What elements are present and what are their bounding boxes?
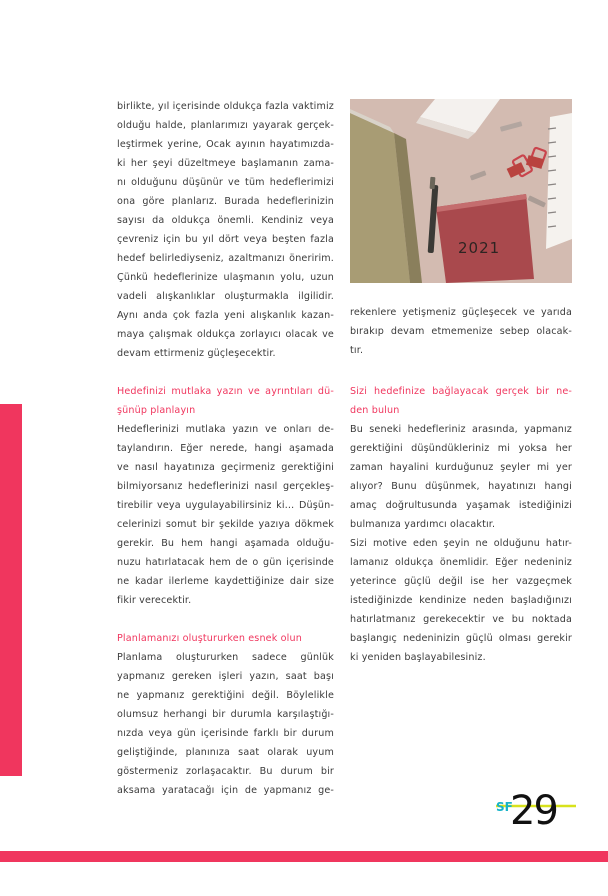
text-line: Çünkü hedeflerinize ulaşmanın yolu, uzun: [117, 272, 334, 283]
left-column: [117, 97, 334, 800]
text-line: yeterince güçlü değil ise her vazgeçmek: [350, 576, 572, 587]
text-line: hatırlatmanız gerekecektir ve bu noktada: [350, 614, 572, 625]
page-prefix: SF: [496, 800, 513, 814]
text-line: amaç doğrultusunda yaşamak istediğinizi: [350, 500, 572, 511]
text-line: ona göre planlarız. Burada hedeflerinizin: [117, 196, 334, 207]
section-heading-line: Planlamanızı oluştururken esnek olun: [117, 633, 302, 644]
text-line: zaman hayalini kurduğunuz şeyler mi yer: [350, 462, 572, 473]
text-line: bırakıp devam etmemenize sebep olacak-: [350, 326, 572, 337]
section-heading-line: Hedefinizi mutlaka yazın ve ayrıntıları dü-: [117, 386, 334, 397]
left-heading-2: [117, 382, 334, 420]
accent-bottom-bar: [0, 851, 608, 862]
right-heading-2: [350, 382, 572, 420]
text-line: nızda veya gün içerisinde farklı bir durum: [117, 728, 334, 739]
left-paragraph-1: [117, 97, 334, 363]
text-line: gerekir. Bu hem hangi aşamada olduğu-: [117, 538, 334, 549]
notebook-year-label: 2021: [458, 239, 501, 257]
text-line: birlikte, yıl içerisinde oldukça fazla vaktimiz: [117, 101, 334, 112]
section-heading-line: Sizi hedefinize bağlayacak gerçek bir ne-: [350, 386, 572, 397]
text-line: Bu seneki hedefleriniz arasında, yapmanız: [350, 424, 572, 435]
text-line: aksama yaratacağı için de yapmanız ge-: [117, 785, 334, 796]
text-line: celerinizi somut bir şekilde yazıya dökmek: [117, 519, 334, 530]
text-line: istediğinizde kendinize neden başladığınızı: [350, 595, 572, 606]
text-line: sayısı da oldukça önemli. Kendiniz veya: [117, 215, 334, 226]
left-paragraph-2: [117, 420, 334, 610]
text-line: nuzu hatırlatacak hem de o gün içerisinde: [117, 557, 334, 568]
text-line: devam ettirmeniz güçleşecektir.: [117, 348, 276, 359]
left-paragraph-3: [117, 648, 334, 800]
text-line: rekenlere yetişmeniz güçleşecek ve yarıda: [350, 307, 572, 318]
text-line: tır.: [350, 345, 364, 356]
text-line: olumsuz herhangi bir durumla karşılaştığı-: [117, 709, 334, 720]
section-heading-line: den bulun: [350, 405, 400, 416]
text-line: nı olduğunu düşünür ve tüm hedeflerimizi: [117, 177, 334, 188]
text-line: ve nasıl hayatınıza geçirmeniz gerektiğini: [117, 462, 334, 473]
text-line: tirebilir veya uygulayabilirsiniz ki… Düşün-: [117, 500, 334, 511]
text-line: yapmanız gereken işleri yazın, saat başı: [117, 671, 334, 682]
text-line: ne kadar ilerleme kaydettiğinize dair size: [117, 576, 334, 587]
text-line: gerektiğini düşündükleriniz mi yoksa her: [350, 443, 572, 454]
right-column: [350, 303, 572, 667]
right-paragraph-2: [350, 420, 572, 534]
text-line: maya çalışmak oldukça zorlayıcı olacak ve: [117, 329, 334, 340]
desk-planner-photo: [350, 99, 572, 283]
text-line: Sizi motive eden şeyin ne olduğunu hatır-: [350, 538, 572, 549]
page-number: 29: [510, 788, 557, 830]
text-line: ne yapmanız gerektiğini değil. Böylelikle: [117, 690, 334, 701]
text-line: Planlama oluştururken sadece günlük: [117, 652, 334, 663]
text-line: geliştiğinde, planınıza saat olarak uyum: [117, 747, 334, 758]
text-line: çevreniz için bu yıl dört veya beşten fazla: [117, 234, 334, 245]
text-line: leştirmek yerine, Ocak ayının hayatımızda-: [117, 139, 334, 150]
text-line: taylandırın. Eğer nerede, hangi aşamada: [117, 443, 334, 454]
text-line: alıyor? Bunu düşünmek, hayatınızı hangi: [350, 481, 572, 492]
right-paragraph-3: [350, 534, 572, 667]
text-line: hedef belirlediyseniz, azaltmanızı öneririm.: [117, 253, 334, 264]
text-line: olduğu halde, planlarımızı yayarak gerçek-: [117, 120, 334, 131]
text-line: lamanız oldukça önemlidir. Eğer nedeniniz: [350, 557, 572, 568]
accent-side-bar: [0, 404, 22, 776]
text-line: ki her şeyi düzeltmeye başlamanın zama-: [117, 158, 334, 169]
page-number-logo: [496, 784, 576, 830]
left-heading-3: [117, 629, 334, 648]
text-line: vadeli alışkanlıklar oluşturmakla ilgilidir.: [117, 291, 334, 302]
text-line: bilmiyorsanız hedeflerinizi nasıl gerçekleş-: [117, 481, 334, 492]
text-line: başlangıç nedeninizin güçlü olması gerekir: [350, 633, 572, 644]
right-paragraph-1: [350, 303, 572, 360]
text-line: Aynı anda çok fazla yeni alışkanlık kazan-: [117, 310, 334, 321]
text-line: fikir verecektir.: [117, 595, 192, 606]
section-heading-line: şünüp planlayın: [117, 405, 196, 416]
text-line: ki yeniden başlayabilesiniz.: [350, 652, 486, 663]
text-line: göstermeniz zorlaşacaktır. Bu durum bir: [117, 766, 334, 777]
text-line: bulmanıza yardımcı olacaktır.: [350, 519, 496, 530]
text-line: Hedeflerinizi mutlaka yazın ve onları de-: [117, 424, 334, 435]
